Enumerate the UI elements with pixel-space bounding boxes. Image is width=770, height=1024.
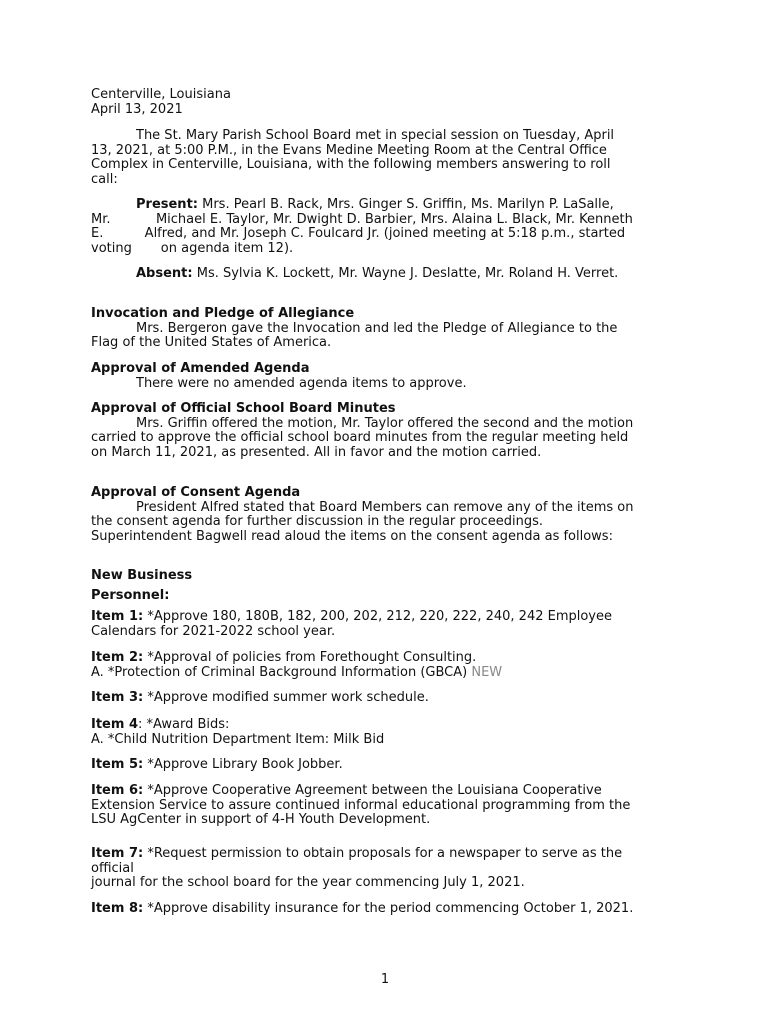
item-2-text: *Approval of policies from Forethought Consulting.	[143, 650, 477, 665]
item-7-text: *Request permission to obtain proposals for a newspaper to serve as the official	[91, 846, 623, 876]
item-4	[91, 718, 636, 747]
consent-text: President Alfred stated that Board Members can remove any of the items on the consent agenda for further discussion in the regular proceedings. Superintendent Bagwell read aloud the items on the consent agenda as follows:	[91, 499, 634, 544]
intro-paragraph	[91, 129, 636, 187]
present-paragraph	[91, 198, 636, 256]
new-tag: NEW	[471, 664, 503, 680]
consent-heading: Approval of Consent Agenda	[91, 485, 301, 500]
consent-section	[91, 486, 636, 544]
item-2-label: Item 2:	[91, 650, 144, 665]
item-7	[91, 847, 636, 891]
item-3	[91, 691, 636, 706]
amended-agenda-section	[91, 362, 636, 391]
amended-agenda-heading: Approval of Amended Agenda	[91, 361, 310, 376]
item-1	[91, 610, 636, 639]
intro-text: The St. Mary Parish School Board met in special session on Tuesday, April 13, 2021, at 5:00 P.M., in the Evans Medine Meeting Room at the Central Office Complex in Centerville, Louisiana, with the following members answering to roll call:	[91, 128, 615, 187]
item-6	[91, 784, 636, 828]
invocation-text: Mrs. Bergeron gave the Invocation and led the Pledge of Allegiance to the Flag of the United States of America.	[91, 320, 618, 350]
item-4-text: : *Award Bids:	[138, 717, 230, 732]
item-5-text: *Approve Library Book Jobber.	[143, 757, 343, 772]
item-4-label: Item 4	[91, 717, 138, 732]
item-5	[91, 758, 636, 773]
date-line: April 13, 2021	[91, 101, 183, 117]
item-7-label: Item 7:	[91, 846, 144, 861]
invocation-heading: Invocation and Pledge of Allegiance	[91, 306, 355, 321]
invocation-section	[91, 307, 636, 351]
item-1-label: Item 1:	[91, 609, 144, 624]
minutes-text: Mrs. Griffin offered the motion, Mr. Taylor offered the second and the motion carried to approve the official school board minutes from the regular meeting held on March 11, 2021, as presented. All in favor and the motion carried.	[91, 415, 634, 460]
amended-agenda-text: There were no amended agenda items to approve.	[136, 375, 467, 391]
location-line: Centerville, Louisiana	[91, 87, 231, 102]
item-1-text: *Approve 180, 180B, 182, 200, 202, 212, 220, 222, 240, 242 Employee Calendars for 2021-2022 school year.	[91, 609, 612, 639]
header-block	[91, 88, 636, 117]
present-text: Mrs. Pearl B. Rack, Mrs. Ginger S. Griffin, Ms. Marilyn P. LaSalle, Mr. Michael E. Taylor, Mr. Dwight D. Barbier, Mrs. Alaina L. Black, Mr. Kenneth E. Alfred, and Mr. Joseph C. Foulcard Jr. (joined meeting at 5:18 p.m., started voting on agenda item 12).	[91, 197, 637, 256]
item-6-text: *Approve Cooperative Agreement between the Louisiana Cooperative Extension Service to assure continued informal educational programming from the LSU AgCenter in support of 4-H Youth Development.	[91, 783, 631, 827]
item-2	[91, 651, 636, 680]
item-8-text: *Approve disability insurance for the period commencing October 1, 2021.	[143, 901, 634, 916]
page-number: 1	[380, 972, 390, 987]
item-8	[91, 902, 636, 917]
item-4-sub: A. *Child Nutrition Department Item: Milk Bid	[91, 731, 385, 747]
personnel-heading: Personnel:	[91, 588, 170, 603]
absent-paragraph	[91, 267, 636, 282]
item-5-label: Item 5:	[91, 757, 144, 772]
absent-label: Absent:	[136, 266, 193, 281]
item-3-label: Item 3:	[91, 690, 144, 705]
item-6-label: Item 6:	[91, 783, 144, 798]
absent-text: Ms. Sylvia K. Lockett, Mr. Wayne J. Deslatte, Mr. Roland H. Verret.	[192, 266, 619, 281]
minutes-section	[91, 402, 636, 460]
item-3-text: *Approve modified summer work schedule.	[143, 690, 429, 705]
item-2-sub: A. *Protection of Criminal Background Information (GBCA)	[91, 664, 472, 680]
item-8-label: Item 8:	[91, 901, 144, 916]
new-business-heading: New Business	[91, 568, 193, 583]
item-7-line2: journal for the school board for the year commencing July 1, 2021.	[91, 875, 525, 890]
present-label: Present:	[136, 197, 198, 212]
minutes-heading: Approval of Official School Board Minutes	[91, 401, 396, 416]
